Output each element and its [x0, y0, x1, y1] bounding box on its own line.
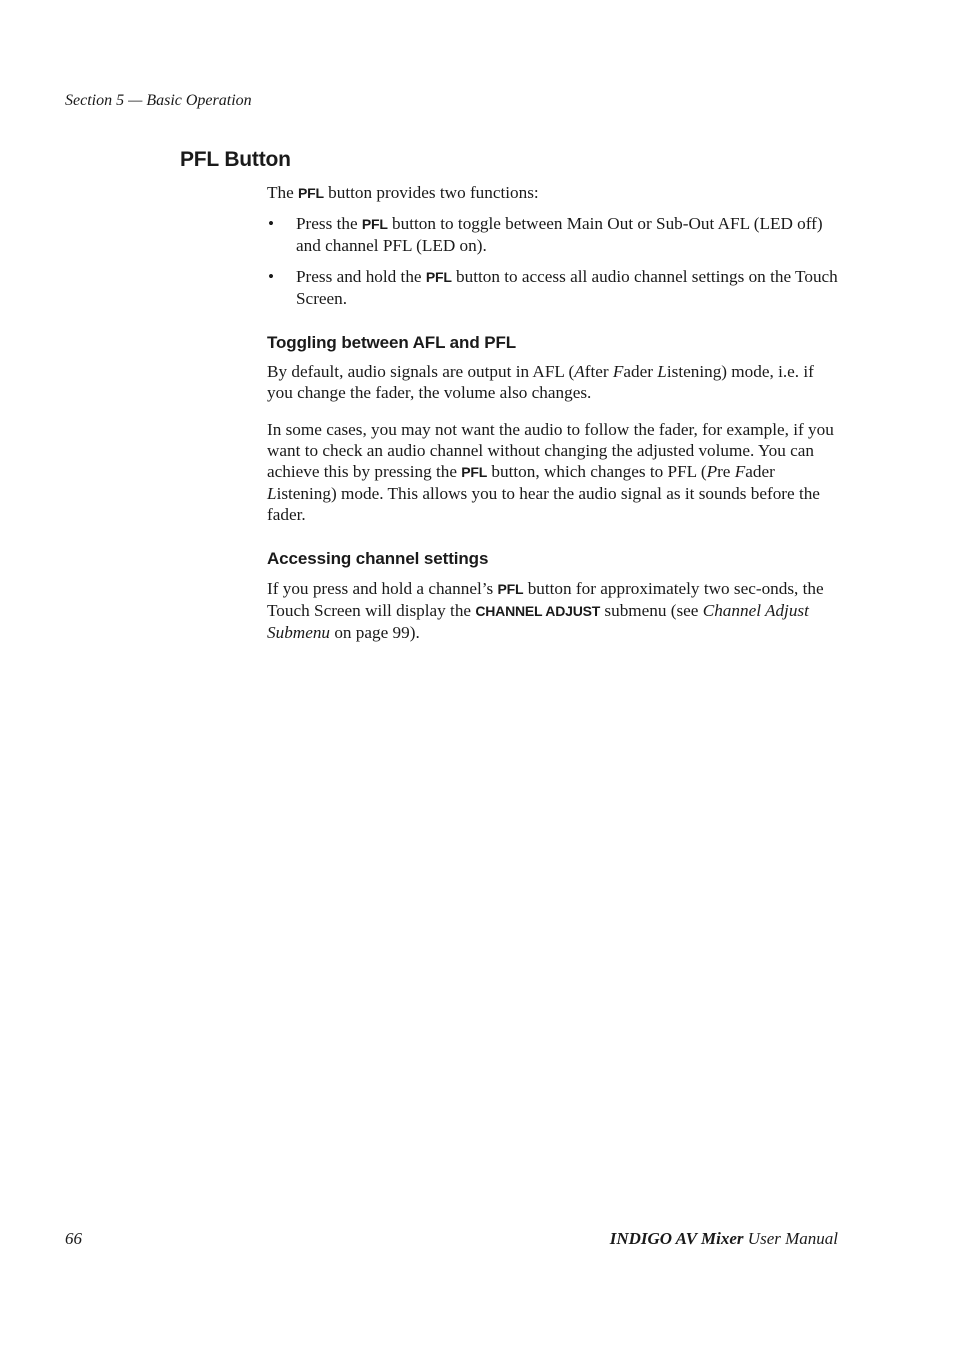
running-head: Section 5 — Basic Operation [65, 92, 252, 109]
channel-adjust-keyword: CHANNEL ADJUST [475, 603, 601, 619]
pfl-keyword: PFL [425, 269, 452, 285]
toggling-paragraph-1: By default, audio signals are output in AFL (After Fader Listening) mode, i.e. if you change the fader, the volume also changes. [267, 362, 814, 402]
cross-reference-link[interactable]: Channel Adjust Submenu [267, 601, 809, 642]
pfl-keyword: PFL [497, 581, 524, 597]
section-title: PFL Button [180, 148, 291, 171]
accessing-paragraph: If you press and hold a channel’s PFL button for approximately two sec-onds, the Touch Screen will display the CHANNEL ADJUST submenu (see Channel Adjust Submenu on page 99). [267, 579, 824, 642]
pfl-keyword: PFL [361, 216, 388, 232]
footer-title: INDIGO AV Mixer User Manual [609, 1229, 838, 1248]
page-number: 66 [65, 1229, 82, 1248]
bullet-icon: • [268, 214, 275, 233]
list-item: • Press and hold the PFL button to access all audio channel settings on the Touch Screen. [268, 267, 838, 308]
pfl-keyword: PFL [461, 464, 488, 480]
subheading-accessing: Accessing channel settings [267, 549, 489, 568]
subheading-toggling: Toggling between AFL and PFL [267, 333, 517, 352]
toggling-paragraph-2: In some cases, you may not want the audio to follow the fader, for example, if you want to check an audio channel without changing the adjusted volume. You can achieve this by pressing the PFL button, which changes to PFL (Pre Fader Listening) mode. This allows you to hear the audio signal as it sounds before the fader. [267, 420, 834, 524]
function-list [267, 213, 842, 309]
pfl-keyword: PFL [298, 185, 324, 201]
intro-paragraph: The PFL button provides two functions: [267, 183, 539, 202]
bullet-icon: • [268, 267, 275, 286]
list-item: • Press the PFL button to toggle between Main Out or Sub-Out AFL (LED off) and channel PFL (LED on). [268, 214, 823, 255]
